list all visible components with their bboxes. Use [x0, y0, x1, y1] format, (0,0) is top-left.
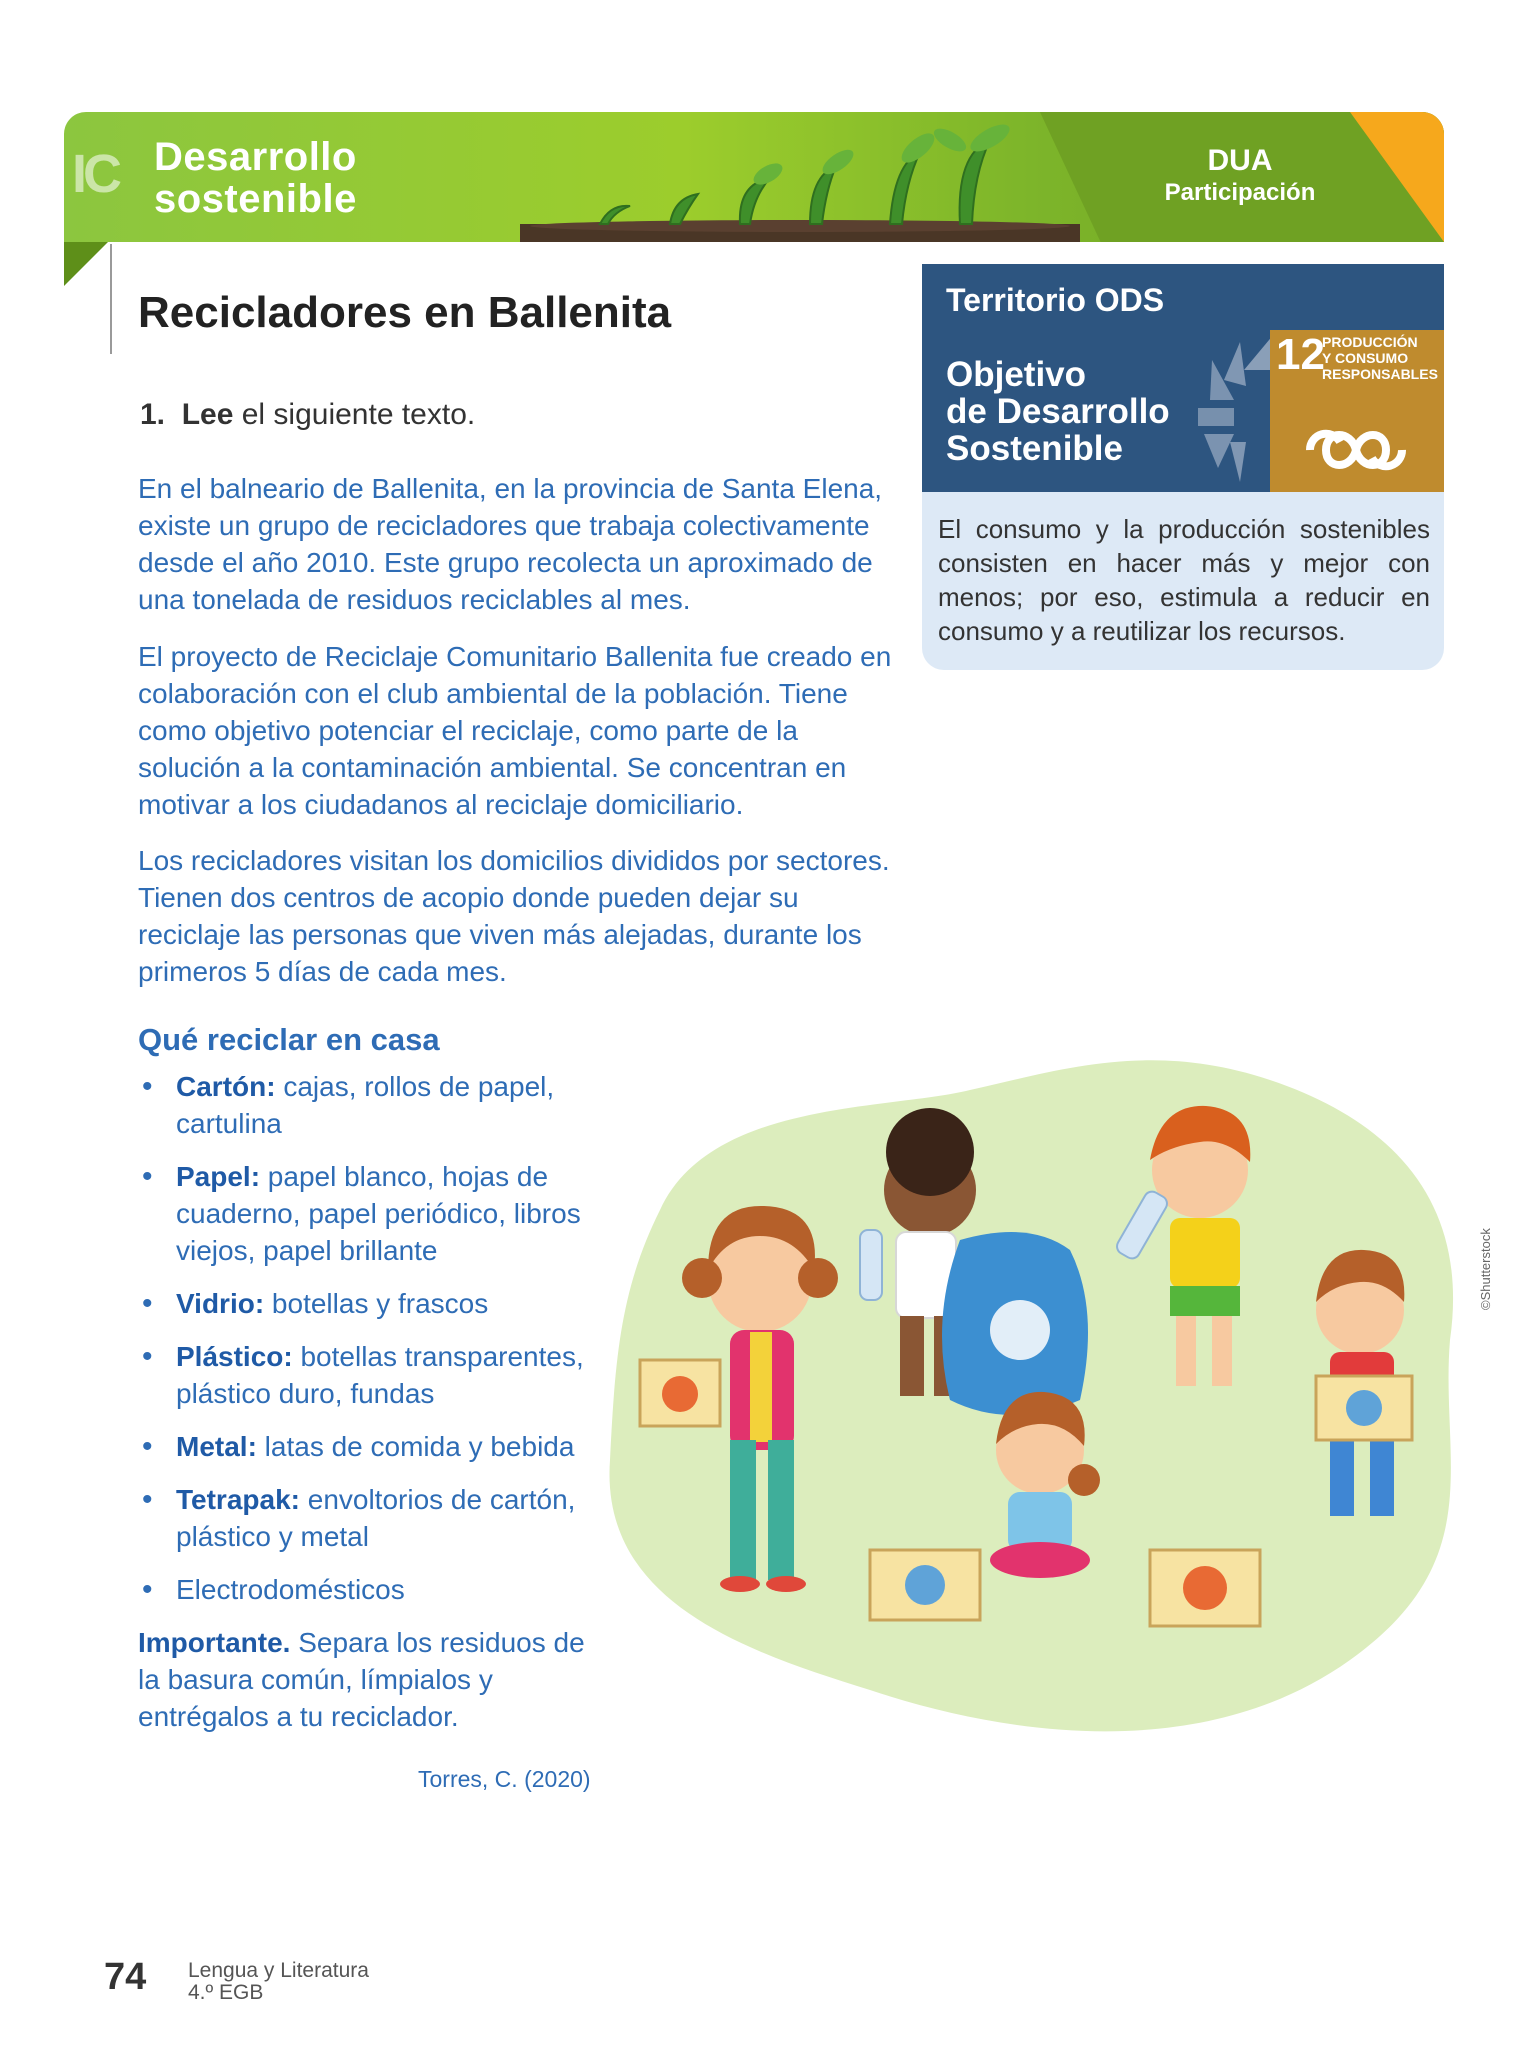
dua-label: DUA — [1207, 144, 1273, 177]
important-note — [138, 1624, 608, 1735]
page-title: Recicladores en Ballenita — [138, 288, 672, 337]
sdg12-label-line1: PRODUCCIÓN — [1322, 334, 1418, 350]
list-item-label: Plástico: — [176, 1341, 293, 1372]
list-item-label: Papel: — [176, 1161, 261, 1192]
list-item — [138, 1428, 608, 1465]
footer-grade: 4.º EGB — [188, 1981, 264, 2004]
ods-heading-line2: de Desarrollo — [946, 392, 1170, 431]
list-item-label: Tetrapak: — [176, 1484, 300, 1515]
image-credit: ©Shutterstock — [1478, 1228, 1493, 1310]
footer-subject-name: Lengua y Literatura — [188, 1959, 369, 1982]
list-item-text: Electrodomésticos — [176, 1574, 405, 1605]
kids-recycling-illustration — [590, 1040, 1490, 1740]
list-item — [138, 1481, 608, 1555]
section-title — [154, 136, 357, 220]
dua-badge — [1130, 144, 1350, 208]
list-item-label: Vidrio: — [176, 1288, 265, 1319]
instruction-number: 1. — [140, 398, 166, 431]
list-item-text: latas de comida y bebida — [256, 1431, 575, 1462]
footer-subject — [188, 1960, 369, 2004]
page-number: 74 — [104, 1956, 147, 1998]
list-item-text: cajas, rollos de papel, cartulina — [176, 1071, 555, 1139]
list-item — [138, 1285, 608, 1322]
paragraph-3: Los recicladores visitan los domicilios divididos por sectores. Tienen dos centros de acopio donde pueden dejar su reciclaje las personas que viven más alejadas, durante los primeros 5 días de cada mes. — [138, 845, 890, 987]
sdg12-label-line2: Y CONSUMO — [1322, 350, 1409, 366]
list-item — [138, 1571, 608, 1608]
list-item — [138, 1068, 608, 1142]
list-item — [138, 1338, 608, 1412]
recycle-title: Qué reciclar en casa — [138, 1022, 440, 1057]
important-text: Separa los residuos de la basura común, límpialos y entrégalos a tu reciclador. — [138, 1627, 585, 1732]
recycle-list — [138, 1068, 608, 1624]
paragraph-1: En el balneario de Ballenita, en la provincia de Santa Elena, existe un grupo de recicladores que trabaja colectivamente desde el año 2010. Este grupo recolecta un aproximado de una tonelada de residuos reciclables al mes. — [138, 473, 883, 615]
instruction-verb: Lee — [181, 398, 234, 431]
section-title-line1: Desarrollo — [154, 135, 357, 179]
sdg-wheel-icon — [1184, 330, 1274, 492]
list-item-text: botellas y frascos — [264, 1288, 489, 1319]
recycling-box — [1150, 1550, 1260, 1626]
ods-heading — [946, 356, 1170, 467]
sdg12-number: 12 — [1276, 330, 1325, 379]
sdg12-label-line3: RESPONSABLES — [1322, 366, 1438, 382]
list-item-label: Cartón: — [176, 1071, 276, 1102]
infinity-icon — [1296, 420, 1416, 480]
list-item-text: botellas transparentes, plástico duro, fundas — [176, 1341, 584, 1409]
list-item — [138, 1158, 608, 1269]
accent-line — [110, 244, 112, 354]
ods-heading-line3: Sostenible — [946, 429, 1123, 468]
section-title-line2: sostenible — [154, 177, 357, 221]
ods-heading-line1: Objetivo — [946, 355, 1087, 394]
ic-logo: IC — [72, 144, 118, 204]
ods-label: Territorio ODS — [946, 282, 1165, 318]
paragraph-2: El proyecto de Reciclaje Comunitario Ballenita fue creado en colaboración con el club ambiental de la población. Tiene como objetivo potenciar el reciclaje, como parte de la solución a la contaminación ambiental. Se concentran en motivar a los ciudadanos al reciclaje domiciliario. — [138, 641, 892, 820]
important-label: Importante. — [138, 1627, 291, 1658]
list-item-label: Metal: — [176, 1431, 257, 1462]
ods-description: El consumo y la producción sostenibles consisten en hacer más y mejor con menos; por eso, estimula a reducir en consumo y a reutilizar los recursos. — [938, 514, 1430, 646]
instruction — [140, 398, 475, 432]
sdg12-label — [1322, 334, 1438, 382]
dua-sublabel: Participación — [1164, 179, 1316, 206]
list-item-text: envoltorios de cartón, plástico y metal — [176, 1484, 576, 1552]
list-item-text: papel blanco, hojas de cuaderno, papel periódico, libros viejos, papel brillante — [176, 1161, 581, 1266]
banner-fold — [64, 242, 108, 286]
citation: Torres, C. (2020) — [418, 1766, 591, 1792]
instruction-rest: el siguiente texto. — [233, 398, 476, 431]
seedlings-illustration — [520, 112, 1080, 242]
